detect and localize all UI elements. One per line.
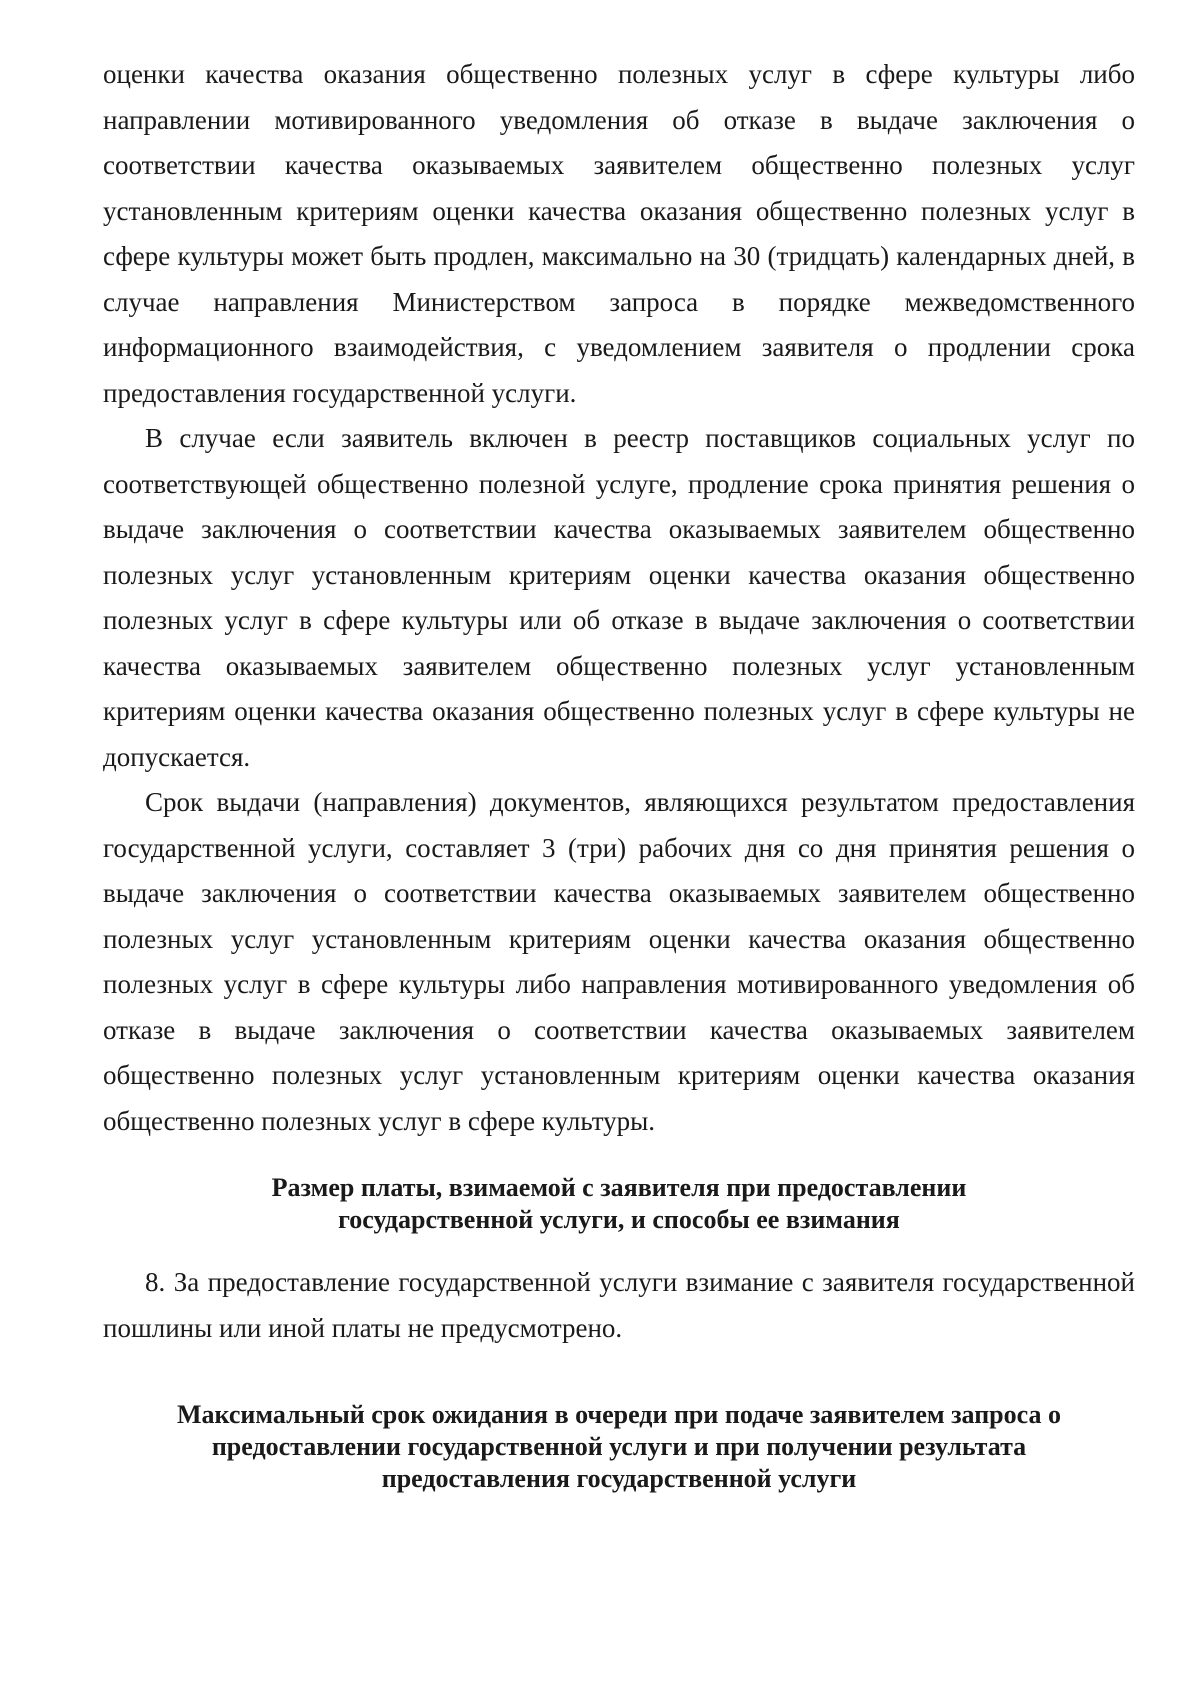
- paragraph-term-extension: оценки качества оказания общественно полезных услуг в сфере культуры либо направлении мотивированного уведомления об отказе в выдаче заключения о соответствии качества оказываемых заявителем общественно полезных услуг установленным критериям оценки качества оказания общественно полезных услуг в сфере культуры может быть продлен, максимально на 30 (тридцать) календарных дней, в случае направления Министерством запроса в порядке межведомственного информационного взаимодействия, с уведомлением заявителя о продлении срока предоставления государственной услуги.: [103, 59, 1135, 408]
- paragraph-item-8: 8. За предоставление государственной услуги взимание с заявителя государственной пошлины или иной платы не предусмотрено.: [103, 1267, 1135, 1343]
- paragraph-registry-provider: В случае если заявитель включен в реестр поставщиков социальных услуг по соответствующей общественно полезной услуге, продление срока принятия решения о выдаче заключения о соответствии качества оказываемых заявителем общественно полезных услуг установленным критериям оценки качества оказания общественно полезных услуг в сфере культуры или об отказе в выдаче заключения о соответствии качества оказываемых заявителем общественно полезных услуг установленным критериям оценки качества оказания общественно полезных услуг в сфере культуры не допускается.: [103, 423, 1135, 772]
- section-heading-fee: [103, 1172, 1135, 1236]
- section-heading-queue-line2: предоставлении государственной услуги и при получении результата: [211, 1432, 1027, 1461]
- section-heading-queue-line1: Максимальный срок ожидания в очереди при подаче заявителем запроса о: [176, 1400, 1061, 1429]
- document-body: [103, 52, 1135, 1495]
- section-heading-queue-line3: предоставления государственной услуги: [381, 1464, 857, 1493]
- section-heading-fee-line1: Размер платы, взимаемой с заявителя при предоставлении: [271, 1173, 967, 1202]
- paragraph-issuance-term: Срок выдачи (направления) документов, являющихся результатом предоставления государственной услуги, составляет 3 (три) рабочих дня со дня принятия решения о выдаче заключения о соответствии качества оказываемых заявителем общественно полезных услуг установленным критериям оценки качества оказания общественно полезных услуг в сфере культуры либо направления мотивированного уведомления об отказе в выдаче заключения о соответствии качества оказываемых заявителем общественно полезных услуг установленным критериям оценки качества оказания общественно полезных услуг в сфере культуры.: [103, 787, 1135, 1136]
- section-heading-fee-line2: государственной услуги, и способы ее взимания: [338, 1205, 900, 1234]
- section-heading-queue: [103, 1399, 1135, 1495]
